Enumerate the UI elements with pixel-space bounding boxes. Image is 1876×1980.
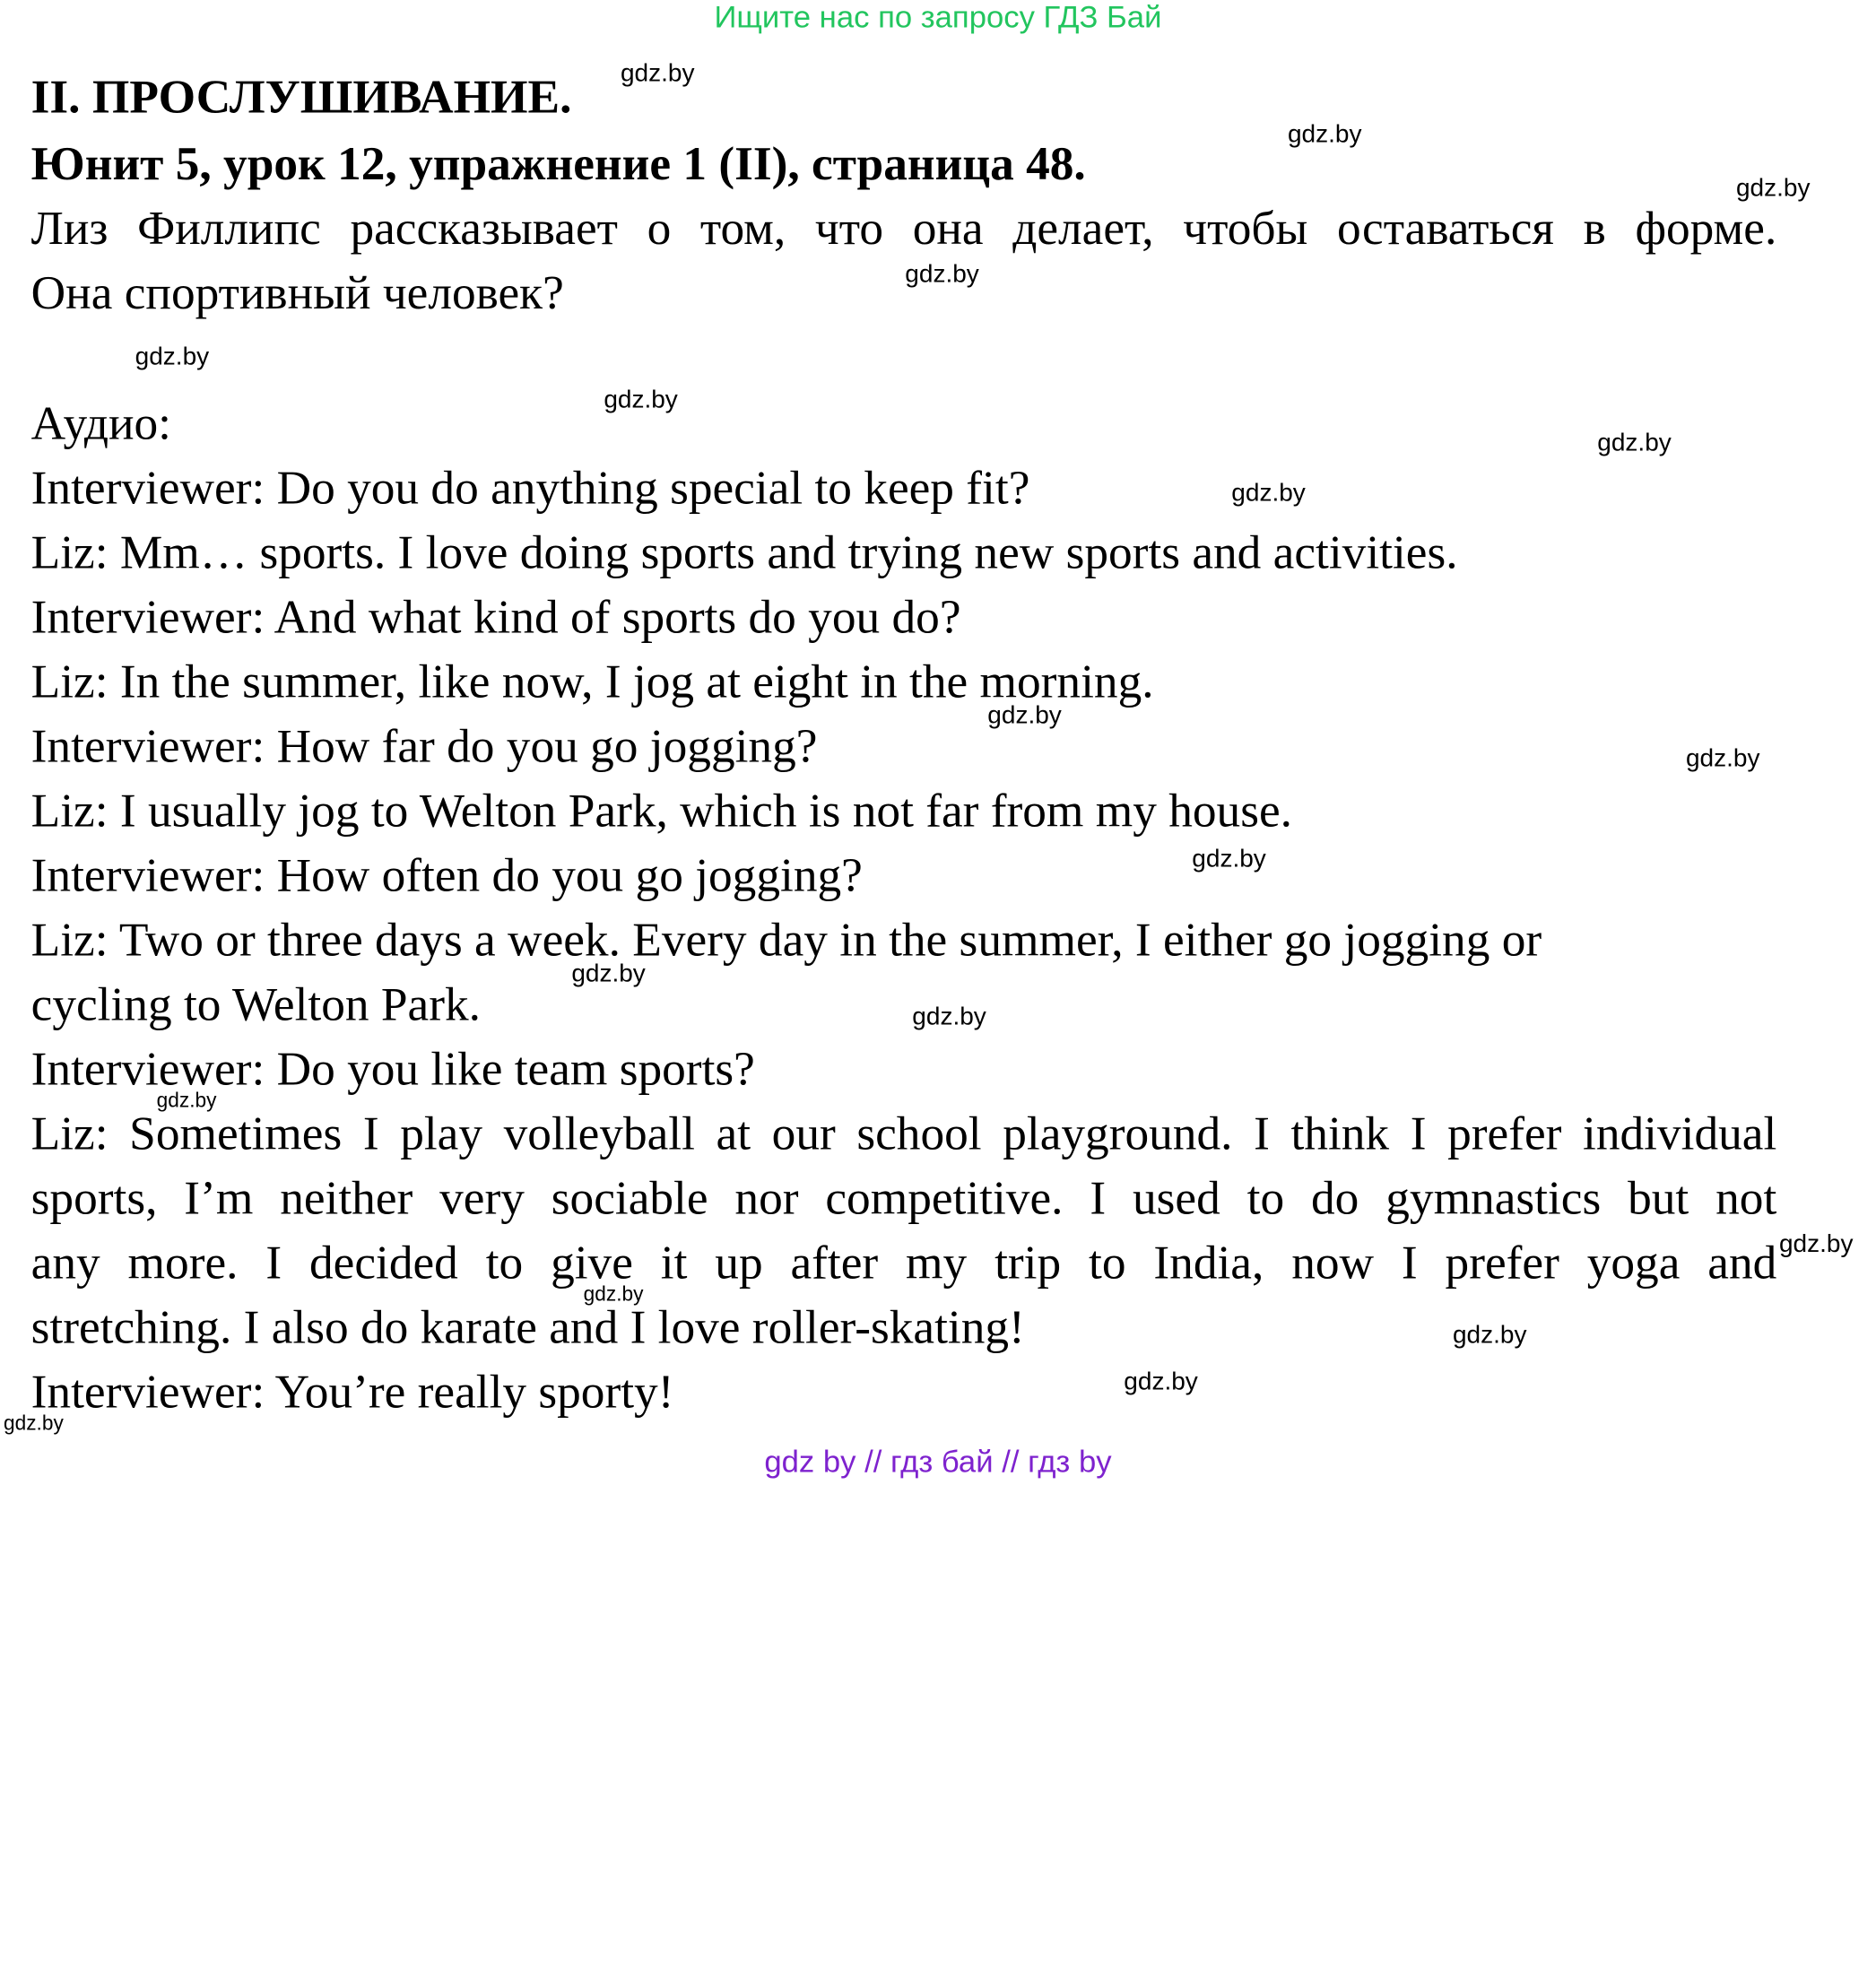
- watermark: gdz.by: [604, 386, 678, 414]
- dialogue-line: Liz: Sometimes I play volleyball at our school playground. I think I prefer individual: [30, 1106, 1777, 1160]
- dialogue-line: any more. I decided to give it up after my trip to India, now I prefer yoga and: [30, 1235, 1777, 1290]
- audio-label: Аудио:: [30, 395, 171, 450]
- intro-line-1: Лиз Филлипс рассказывает о том, что она делает, чтобы оставаться в форме.: [30, 200, 1777, 255]
- watermark: gdz.by: [905, 260, 979, 289]
- watermark: gdz.by: [620, 59, 695, 88]
- footer-links: gdz by // гдз бай // гдз by: [764, 1443, 1112, 1480]
- dialogue-line: Interviewer: How often do you go jogging?: [30, 847, 863, 902]
- dialogue-line: Interviewer: Do you do anything special to keep fit?: [30, 460, 1030, 515]
- dialogue-line: cycling to Welton Park.: [30, 977, 481, 1031]
- watermark: gdz.by: [135, 343, 210, 371]
- dialogue-line: Liz: Mm… sports. I love doing sports and trying new sports and activities.: [30, 525, 1458, 579]
- top-banner: Ищите нас по запросу ГДЗ Бай: [714, 0, 1162, 35]
- watermark: gdz.by: [583, 1282, 644, 1306]
- dialogue-line: Interviewer: You’re really sporty!: [30, 1364, 674, 1419]
- watermark: gdz.by: [1124, 1368, 1198, 1395]
- watermark: gdz.by: [1735, 174, 1811, 203]
- watermark: gdz.by: [156, 1089, 217, 1112]
- section-title: II. ПРОСЛУШИВАНИЕ.: [30, 69, 572, 124]
- watermark: gdz.by: [1192, 845, 1266, 873]
- dialogue-line: stretching. I also do karate and I love roller-skating!: [30, 1299, 1025, 1354]
- watermark: gdz.by: [1685, 744, 1760, 773]
- watermark: gdz.by: [1597, 429, 1672, 457]
- watermark: gdz.by: [571, 960, 646, 988]
- dialogue-line: sports, I’m neither very sociable nor competitive. I used to do gymnastics but not: [30, 1170, 1777, 1225]
- unit-title: Юнит 5, урок 12, упражнение 1 (II), страница 48.: [30, 135, 1086, 190]
- dialogue-line: Interviewer: And what kind of sports do you do?: [30, 589, 961, 644]
- watermark: gdz.by: [987, 701, 1062, 730]
- dialogue-line: Liz: In the summer, like now, I jog at eight in the morning.: [30, 654, 1154, 708]
- watermark: gdz.by: [1778, 1229, 1854, 1258]
- intro-line-2: Она спортивный человек?: [30, 265, 564, 319]
- dialogue-line: Liz: I usually jog to Welton Park, which is not far from my house.: [30, 783, 1292, 838]
- watermark: gdz.by: [912, 1003, 986, 1031]
- dialogue-line: Interviewer: Do you like team sports?: [30, 1041, 755, 1096]
- watermark: gdz.by: [1287, 120, 1362, 149]
- watermark: gdz.by: [1452, 1321, 1527, 1349]
- dialogue-line: Liz: Two or three days a week. Every day in the summer, I either go jogging or: [30, 912, 1542, 967]
- watermark: gdz.by: [3, 1411, 64, 1435]
- watermark: gdz.by: [1231, 479, 1306, 508]
- dialogue-line: Interviewer: How far do you go jogging?: [30, 718, 818, 773]
